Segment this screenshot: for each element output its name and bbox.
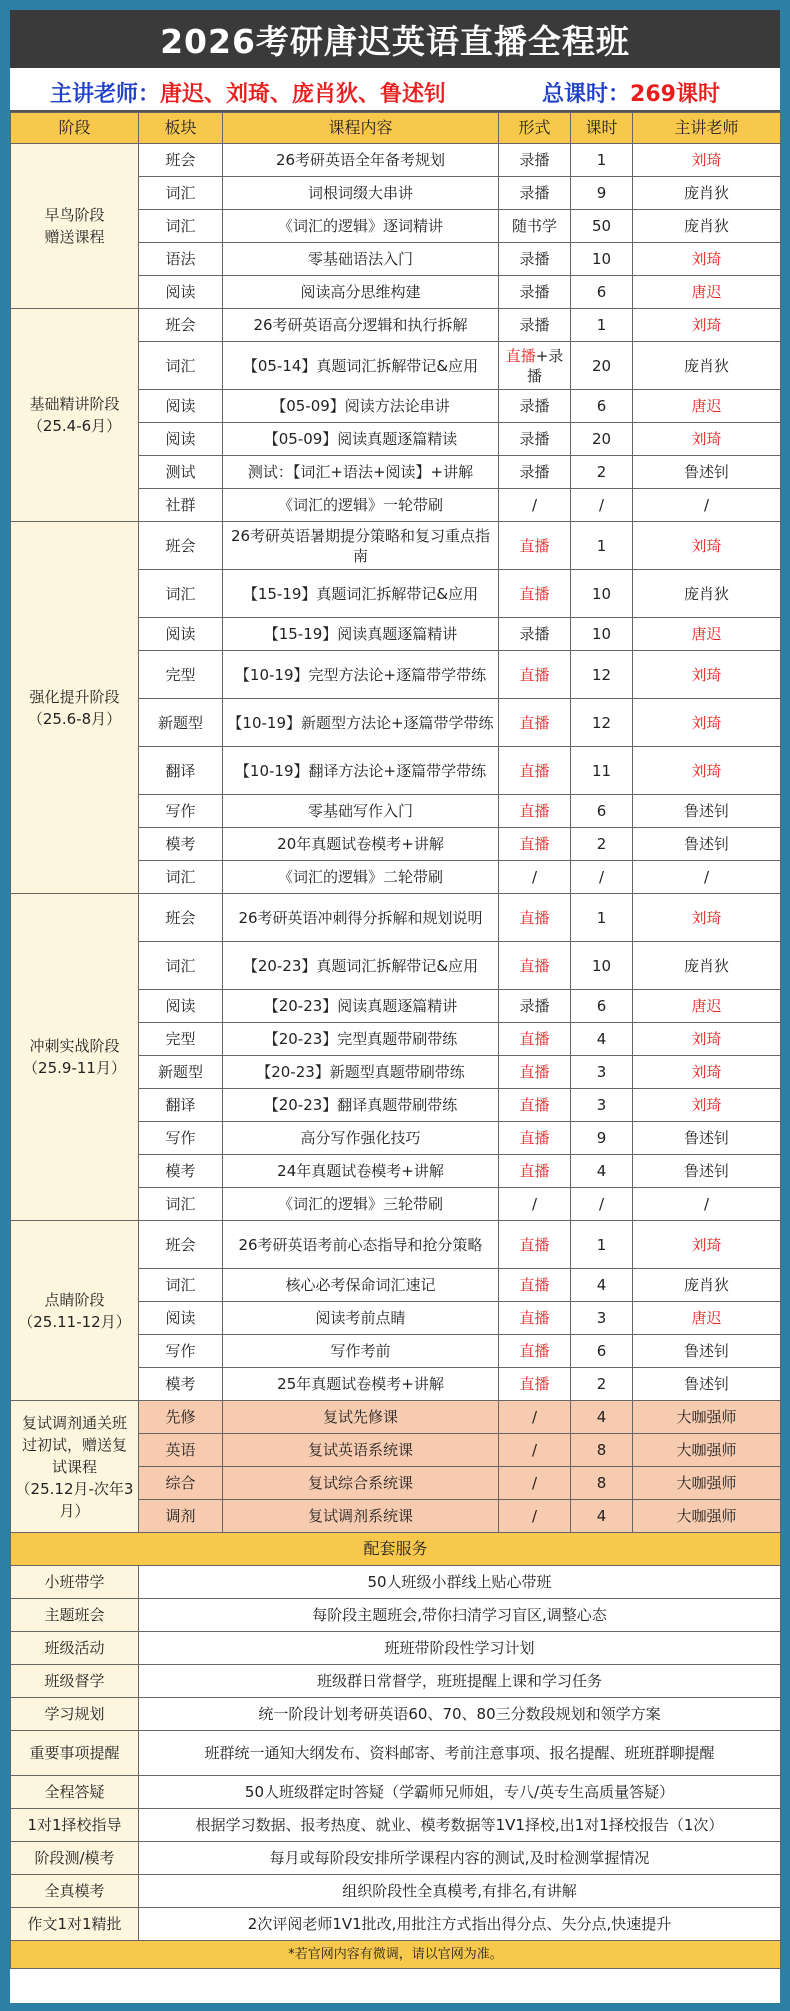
service-desc: 班级群日常督学，班班提醒上课和学习任务 [139, 1665, 781, 1698]
content-cell: 20年真题试卷模考+讲解 [223, 828, 499, 861]
module-cell: 阅读 [139, 423, 223, 456]
service-desc: 根据学习数据、报考热度、就业、模考数据等1V1择校,出1对1择校报告（1次） [139, 1809, 781, 1842]
service-row [11, 1698, 781, 1731]
stage-note: （25.4-6月） [27, 417, 122, 435]
service-row [11, 1809, 781, 1842]
hours-cell: 6 [571, 990, 633, 1023]
hours-cell: 11 [571, 747, 633, 795]
teacher-cell: 刘琦 [633, 747, 781, 795]
service-desc: 每阶段主题班会,带你扫清学习盲区,调整心态 [139, 1599, 781, 1632]
hours-cell: 4 [571, 1401, 633, 1434]
hours-total: 269课时 [630, 82, 720, 107]
module-cell: 模考 [139, 1368, 223, 1401]
content-cell: 《词汇的逻辑》逐词精讲 [223, 210, 499, 243]
format-cell: 直播 [499, 1023, 571, 1056]
module-cell: 阅读 [139, 276, 223, 309]
service-row [11, 1776, 781, 1809]
module-cell: 词汇 [139, 177, 223, 210]
hours-cell: 6 [571, 390, 633, 423]
content-cell: 【15-19】阅读真题逐篇精讲 [223, 618, 499, 651]
teacher-cell: 庞肖狄 [633, 1269, 781, 1302]
hours-cell: 10 [571, 942, 633, 990]
service-row [11, 1665, 781, 1698]
teacher-cell: 刘琦 [633, 522, 781, 570]
format-cell: 直播 [499, 651, 571, 699]
table-row [11, 894, 781, 942]
service-name: 阶段测/模考 [11, 1842, 139, 1875]
teacher-cell: 鲁述钊 [633, 1122, 781, 1155]
hours-cell: 50 [571, 210, 633, 243]
service-name: 班级督学 [11, 1665, 139, 1698]
module-cell: 新题型 [139, 699, 223, 747]
hours-cell: 4 [571, 1155, 633, 1188]
module-cell: 词汇 [139, 861, 223, 894]
teacher-cell: 唐迟 [633, 390, 781, 423]
teacher-cell: 庞肖狄 [633, 177, 781, 210]
module-cell: 先修 [139, 1401, 223, 1434]
table-header-row [11, 113, 781, 144]
stage-note: （25.12月-次年3月） [15, 1479, 134, 1520]
module-cell: 写作 [139, 1335, 223, 1368]
hours-cell: 4 [571, 1269, 633, 1302]
teacher-cell: 庞肖狄 [633, 942, 781, 990]
module-cell: 模考 [139, 1155, 223, 1188]
module-cell: 班会 [139, 894, 223, 942]
format-live: 直播 [505, 346, 536, 365]
service-name: 学习规划 [11, 1698, 139, 1731]
service-name: 重要事项提醒 [11, 1731, 139, 1776]
teacher-cell: / [633, 489, 781, 522]
stage-cell [11, 144, 139, 309]
teacher-cell: / [633, 1188, 781, 1221]
service-name: 全真模考 [11, 1875, 139, 1908]
content-cell: 【20-23】完型真题带刷带练 [223, 1023, 499, 1056]
header-hours: 课时 [571, 113, 633, 144]
module-cell: 班会 [139, 522, 223, 570]
module-cell: 测试 [139, 456, 223, 489]
stage-name: 早鸟阶段 [44, 206, 105, 224]
module-cell: 阅读 [139, 618, 223, 651]
hours-cell: 3 [571, 1089, 633, 1122]
format-cell: 直播 [499, 699, 571, 747]
content-cell: 高分写作强化技巧 [223, 1122, 499, 1155]
module-cell: 语法 [139, 243, 223, 276]
teacher-cell: 唐迟 [633, 276, 781, 309]
module-cell: 词汇 [139, 342, 223, 390]
service-name: 主题班会 [11, 1599, 139, 1632]
teacher-cell: 鲁述钊 [633, 456, 781, 489]
stage-name: 强化提升阶段 [29, 687, 120, 706]
content-cell: 【10-19】完型方法论+逐篇带学带练 [223, 651, 499, 699]
module-cell: 阅读 [139, 990, 223, 1023]
service-name: 班级活动 [11, 1632, 139, 1665]
format-cell: 录播 [499, 456, 571, 489]
module-cell: 翻译 [139, 1089, 223, 1122]
content-cell: 阅读考前点睛 [223, 1302, 499, 1335]
module-cell: 词汇 [139, 1269, 223, 1302]
stage-note: （25.11-12月） [18, 1312, 131, 1331]
stage-cell [11, 1401, 139, 1533]
teacher-cell: 刘琦 [633, 699, 781, 747]
teacher-cell: 鲁述钊 [633, 1335, 781, 1368]
format-cell: 录播 [499, 144, 571, 177]
format-cell: 直播 [499, 1122, 571, 1155]
service-desc: 每月或每阶段安排所学课程内容的测试,及时检测掌握情况 [139, 1842, 781, 1875]
module-cell: 班会 [139, 309, 223, 342]
service-desc: 2次评阅老师1V1批改,用批注方式指出得分点、失分点,快速提升 [139, 1908, 781, 1941]
stage-cell [11, 1221, 139, 1401]
format-cell: / [499, 1500, 571, 1533]
service-row [11, 1842, 781, 1875]
service-desc: 50人班级群定时答疑（学霸师兄师姐，专八/英专生高质量答疑） [139, 1776, 781, 1809]
teacher-cell: 刘琦 [633, 1089, 781, 1122]
service-row [11, 1875, 781, 1908]
hours-cell: 12 [571, 699, 633, 747]
teacher-cell: 刘琦 [633, 144, 781, 177]
module-cell: 新题型 [139, 1056, 223, 1089]
teacher-cell: 唐迟 [633, 990, 781, 1023]
stage-name: 冲刺实战阶段 [29, 1037, 120, 1055]
module-cell: 社群 [139, 489, 223, 522]
teachers-info [50, 77, 446, 108]
hours-cell: 6 [571, 1335, 633, 1368]
module-cell: 阅读 [139, 390, 223, 423]
format-cell: / [499, 1467, 571, 1500]
hours-cell: 2 [571, 828, 633, 861]
module-cell: 调剂 [139, 1500, 223, 1533]
content-cell: 复试先修课 [223, 1401, 499, 1434]
format-cell: 直播 [499, 1302, 571, 1335]
format-cell: 直播 [499, 795, 571, 828]
teacher-cell: 大咖强师 [633, 1434, 781, 1467]
content-cell: 24年真题试卷模考+讲解 [223, 1155, 499, 1188]
format-cell: / [499, 1188, 571, 1221]
teachers-label: 主讲老师： [50, 82, 161, 107]
service-desc: 50人班级小群线上贴心带班 [139, 1566, 781, 1599]
service-row [11, 1566, 781, 1599]
hours-cell: 10 [571, 618, 633, 651]
hours-cell: 3 [571, 1056, 633, 1089]
module-cell: 词汇 [139, 942, 223, 990]
service-name: 作文1对1精批 [11, 1908, 139, 1941]
content-cell: 《词汇的逻辑》一轮带刷 [223, 489, 499, 522]
format-cell: 直播 [499, 1056, 571, 1089]
module-cell: 完型 [139, 651, 223, 699]
content-cell: 【20-23】阅读真题逐篇精讲 [223, 990, 499, 1023]
header-content: 课程内容 [223, 113, 499, 144]
format-cell: 录播 [499, 390, 571, 423]
hours-cell: 1 [571, 144, 633, 177]
hours-cell: 3 [571, 1302, 633, 1335]
module-cell: 写作 [139, 1122, 223, 1155]
content-cell: 《词汇的逻辑》三轮带刷 [223, 1188, 499, 1221]
teacher-cell: 鲁述钊 [633, 795, 781, 828]
teacher-cell: 鲁述钊 [633, 1155, 781, 1188]
format-cell: 直播 [499, 828, 571, 861]
teacher-cell: 鲁述钊 [633, 828, 781, 861]
hours-cell: 4 [571, 1023, 633, 1056]
header-format: 形式 [499, 113, 571, 144]
page-title: 2026考研唐迟英语直播全程班 [10, 10, 780, 68]
format-cell [499, 342, 571, 390]
services-title: 配套服务 [11, 1533, 781, 1566]
teacher-cell: 刘琦 [633, 1221, 781, 1269]
module-cell: 综合 [139, 1467, 223, 1500]
teacher-cell: 刘琦 [633, 423, 781, 456]
format-cell: 录播 [499, 177, 571, 210]
format-cell: 随书学 [499, 210, 571, 243]
hours-cell: 6 [571, 276, 633, 309]
service-row [11, 1632, 781, 1665]
teacher-cell: 刘琦 [633, 309, 781, 342]
content-cell: 零基础写作入门 [223, 795, 499, 828]
teacher-cell: 刘琦 [633, 1023, 781, 1056]
module-cell: 词汇 [139, 1188, 223, 1221]
teacher-cell: 唐迟 [633, 1302, 781, 1335]
hours-cell: 10 [571, 243, 633, 276]
content-cell: 复试英语系统课 [223, 1434, 499, 1467]
service-name: 小班带学 [11, 1566, 139, 1599]
hours-cell: 4 [571, 1500, 633, 1533]
table-row [11, 309, 781, 342]
content-cell: 26考研英语高分逻辑和执行拆解 [223, 309, 499, 342]
course-table [10, 112, 781, 1969]
content-cell: 26考研英语全年备考规划 [223, 144, 499, 177]
content-cell: 【05-14】真题词汇拆解带记&应用 [223, 342, 499, 390]
hours-cell: 1 [571, 1221, 633, 1269]
stage-note: （25.9-11月） [23, 1059, 126, 1077]
table-row [11, 144, 781, 177]
format-cell: / [499, 489, 571, 522]
stage-cell [11, 309, 139, 522]
content-cell: 【10-19】新题型方法论+逐篇带学带练 [223, 699, 499, 747]
services-header-row [11, 1533, 781, 1566]
service-name: 全程答疑 [11, 1776, 139, 1809]
service-row [11, 1908, 781, 1941]
content-cell: 核心必考保命词汇速记 [223, 1269, 499, 1302]
hours-cell: 2 [571, 1368, 633, 1401]
teacher-cell: 刘琦 [633, 1056, 781, 1089]
hours-cell: 9 [571, 1122, 633, 1155]
teacher-cell: 唐迟 [633, 618, 781, 651]
subtitle-bar [10, 68, 780, 112]
teacher-cell: / [633, 861, 781, 894]
format-cell: 直播 [499, 1089, 571, 1122]
hours-cell: / [571, 861, 633, 894]
module-cell: 完型 [139, 1023, 223, 1056]
content-cell: 阅读高分思维构建 [223, 276, 499, 309]
teacher-cell: 刘琦 [633, 651, 781, 699]
content-cell: 零基础语法入门 [223, 243, 499, 276]
format-recorded: +录播 [526, 346, 564, 385]
service-desc: 班班带阶段性学习计划 [139, 1632, 781, 1665]
service-desc: 统一阶段计划考研英语60、70、80三分数段规划和领学方案 [139, 1698, 781, 1731]
content-cell: 【05-09】阅读方法论串讲 [223, 390, 499, 423]
module-cell: 阅读 [139, 1302, 223, 1335]
teacher-cell: 鲁述钊 [633, 1368, 781, 1401]
format-cell: 直播 [499, 942, 571, 990]
format-cell: 直播 [499, 894, 571, 942]
content-cell: 【10-19】翻译方法论+逐篇带学带练 [223, 747, 499, 795]
format-cell: 录播 [499, 618, 571, 651]
module-cell: 模考 [139, 828, 223, 861]
content-cell: 测试：【词汇+语法+阅读】+讲解 [223, 456, 499, 489]
hours-label: 总课时： [542, 82, 631, 107]
format-cell: 录播 [499, 309, 571, 342]
format-cell: 直播 [499, 570, 571, 618]
service-desc: 班群统一通知大纲发布、资料邮寄、考前注意事项、报名提醒、班班群聊提醒 [139, 1731, 781, 1776]
service-name: 1对1择校指导 [11, 1809, 139, 1842]
module-cell: 词汇 [139, 570, 223, 618]
content-cell: 26考研英语暑期提分策略和复习重点指南 [223, 522, 499, 570]
format-cell: 直播 [499, 1335, 571, 1368]
content-cell: 26考研英语考前心态指导和抢分策略 [223, 1221, 499, 1269]
content-cell: 复试调剂系统课 [223, 1500, 499, 1533]
hours-cell: 8 [571, 1467, 633, 1500]
format-cell: 直播 [499, 1155, 571, 1188]
format-cell: 录播 [499, 276, 571, 309]
header-module: 板块 [139, 113, 223, 144]
stage-note: （25.6-8月） [27, 709, 122, 728]
content-cell: 【05-09】阅读真题逐篇精读 [223, 423, 499, 456]
module-cell: 班会 [139, 144, 223, 177]
teacher-cell: 大咖强师 [633, 1467, 781, 1500]
content-cell: 词根词缀大串讲 [223, 177, 499, 210]
format-cell: 直播 [499, 1269, 571, 1302]
content-cell: 复试综合系统课 [223, 1467, 499, 1500]
footer-row [11, 1941, 781, 1969]
hours-cell: 20 [571, 423, 633, 456]
hours-cell: 6 [571, 795, 633, 828]
format-cell: / [499, 1434, 571, 1467]
hours-cell: 10 [571, 570, 633, 618]
module-cell: 翻译 [139, 747, 223, 795]
teacher-cell: 庞肖狄 [633, 342, 781, 390]
stage-name: 基础精讲阶段 [29, 395, 120, 413]
format-cell: 录播 [499, 423, 571, 456]
format-cell: 录播 [499, 990, 571, 1023]
table-row [11, 1221, 781, 1269]
hours-cell: 8 [571, 1434, 633, 1467]
teacher-cell: 庞肖狄 [633, 210, 781, 243]
header-teacher: 主讲老师 [633, 113, 781, 144]
hours-info [542, 77, 720, 108]
content-cell: 【15-19】真题词汇拆解带记&应用 [223, 570, 499, 618]
footer-note: *若官网内容有微调，请以官网为准。 [11, 1941, 781, 1969]
content-cell: 《词汇的逻辑》二轮带刷 [223, 861, 499, 894]
hours-cell: 1 [571, 309, 633, 342]
module-cell: 英语 [139, 1434, 223, 1467]
table-row [11, 1401, 781, 1434]
teacher-cell: 刘琦 [633, 894, 781, 942]
format-cell: 录播 [499, 243, 571, 276]
stage-name: 复试调剂通关班过初试，赠送复试课程 [21, 1413, 127, 1476]
module-cell: 写作 [139, 795, 223, 828]
stage-cell [11, 522, 139, 894]
service-desc: 组织阶段性全真模考,有排名,有讲解 [139, 1875, 781, 1908]
format-cell: 直播 [499, 747, 571, 795]
service-row [11, 1599, 781, 1632]
format-cell: / [499, 1401, 571, 1434]
module-cell: 班会 [139, 1221, 223, 1269]
service-row [11, 1731, 781, 1776]
content-cell: 【20-23】新题型真题带刷带练 [223, 1056, 499, 1089]
hours-cell: 1 [571, 522, 633, 570]
hours-cell: / [571, 1188, 633, 1221]
hours-cell: 12 [571, 651, 633, 699]
teacher-cell: 大咖强师 [633, 1500, 781, 1533]
teachers-names: 唐迟、刘琦、庞肖狄、鲁述钊 [160, 82, 447, 107]
teacher-cell: 刘琦 [633, 243, 781, 276]
format-cell: 直播 [499, 1221, 571, 1269]
hours-cell: / [571, 489, 633, 522]
format-cell: / [499, 861, 571, 894]
content-cell: 25年真题试卷模考+讲解 [223, 1368, 499, 1401]
format-cell: 直播 [499, 1368, 571, 1401]
content-cell: 【20-23】真题词汇拆解带记&应用 [223, 942, 499, 990]
teacher-cell: 庞肖狄 [633, 570, 781, 618]
hours-cell: 2 [571, 456, 633, 489]
table-row [11, 522, 781, 570]
stage-name: 点睛阶段 [44, 1290, 105, 1309]
stage-cell [11, 894, 139, 1221]
format-cell: 直播 [499, 522, 571, 570]
content-cell: 26考研英语冲刺得分拆解和规划说明 [223, 894, 499, 942]
header-stage: 阶段 [11, 113, 139, 144]
course-schedule-poster [10, 10, 780, 2003]
content-cell: 写作考前 [223, 1335, 499, 1368]
module-cell: 词汇 [139, 210, 223, 243]
hours-cell: 20 [571, 342, 633, 390]
teacher-cell: 大咖强师 [633, 1401, 781, 1434]
hours-cell: 1 [571, 894, 633, 942]
hours-cell: 9 [571, 177, 633, 210]
content-cell: 【20-23】翻译真题带刷带练 [223, 1089, 499, 1122]
stage-note: 赠送课程 [44, 228, 105, 246]
